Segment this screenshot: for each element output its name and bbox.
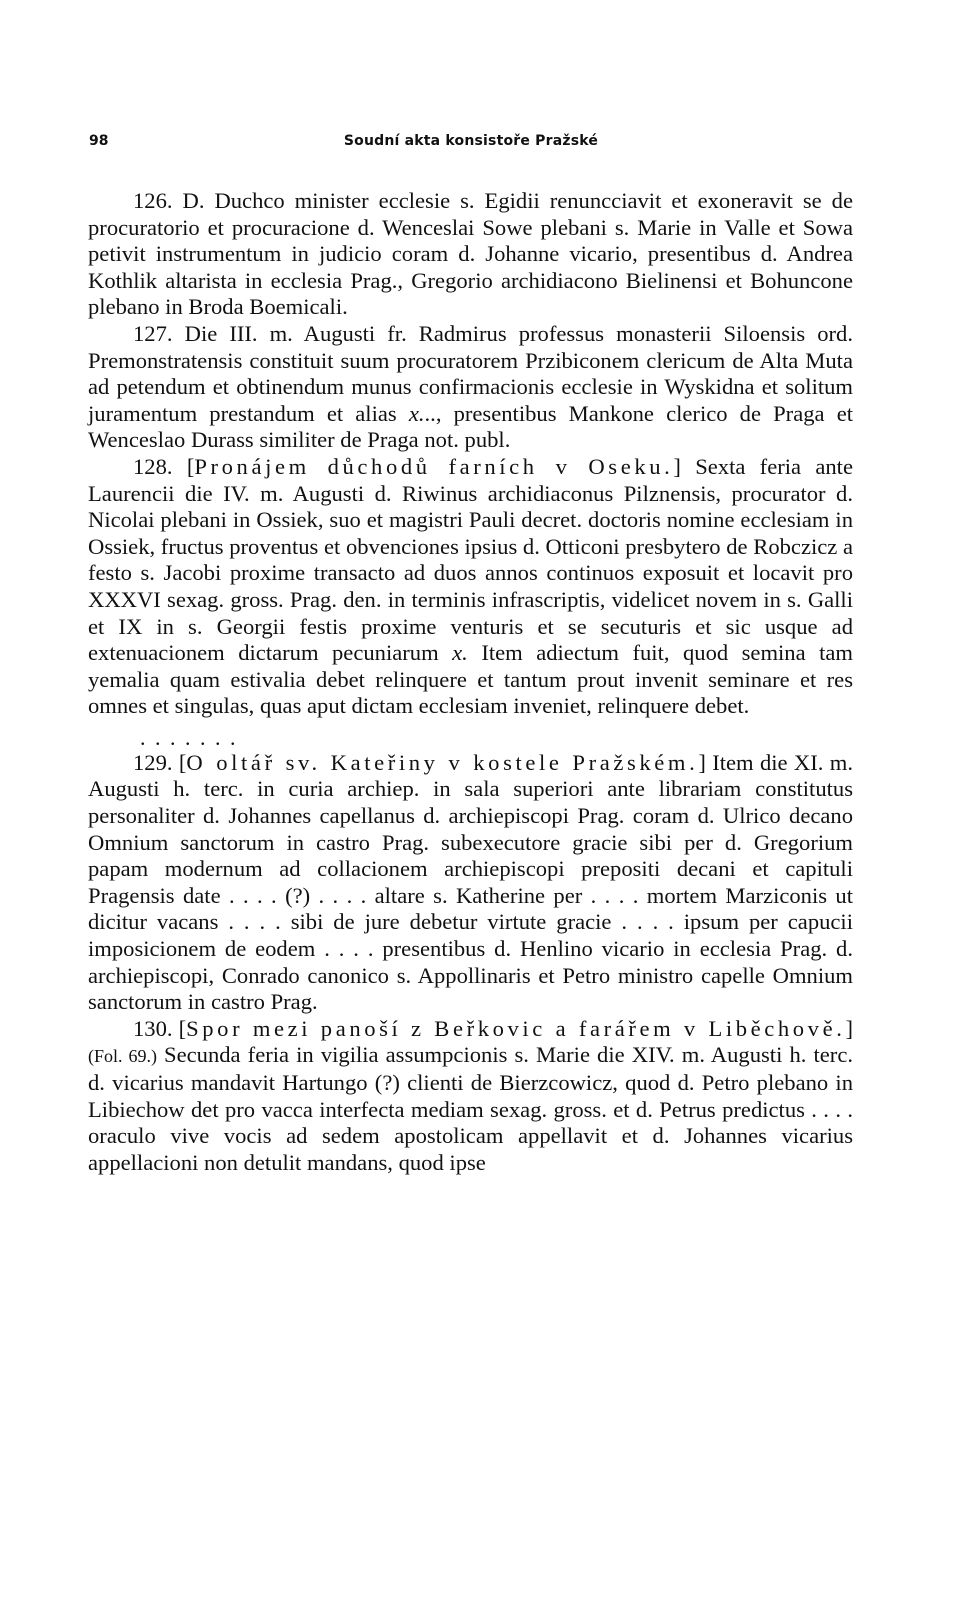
entry-heading: O oltář sv. Kateřiny v kostele Pražském. <box>186 749 699 775</box>
entry-number: 129. <box>133 749 173 775</box>
omission-marks: . . . . . . . <box>140 724 238 750</box>
entry-128: 128. [Pronájem důchodů farních v Oseku.] Sexta feria ante Laurencii die IV. m. Augusti d. Riwinus archidiaconus Pilznensis, procurator d. Nicolai plebani in Ossiek, suo et magistri Pauli decret. doctoris nomine ecclesiam in Ossiek, fructus proventus et obvenciones ipsius d. Otticoni presbytero de Robczicz a festo s. Jacobi proxime transacto ad duos annos continuos exposuit et locavit pro XXXVI sexag. gross. Prag. den. in terminis infrascriptis, videlicet novem in s. Galli et IX in s. Georgii festis proxime venturis et se secuturis et sic usque ad extenuacionem dictarum pecuniarum x. Item adiectum fuit, quod semina tam yemalia quam estivalia debet relinquere et tantum prout invenit seminare et res omnes et singulas, quas aput dictam ecclesiam inveniet, relinquere debet. <box>88 453 853 719</box>
entry-heading: Pronájem důchodů farních v Oseku. <box>194 453 674 479</box>
entry-number: 127. <box>133 320 173 346</box>
folio-reference: (Fol. 69.) <box>88 1046 157 1067</box>
running-header <box>89 133 853 153</box>
entry-text: Item die XI. m. Augusti h. terc. in curia archiep. in sala superiori ante librariam constitutus personaliter d. Johannes capellanus d. archiepiscopi Prag. coram d. Ulrico decano Omnium sanctorum in castro Prag. subexecutore gracie sibi per d. Gregorium papam modernum ad collacionem archiepiscopi prepositi decani et capituli Pragensis date . . . . (?) . . . . altare s. Katherine per . . . . mortem Marziconis ut dicitur vacans . . . . sibi de jure debetur virtute gracie . . . . ipsum per capucii imposicionem de eodem . . . . presentibus d. Henlino vicario in ecclesia Prag. d. archiepiscopi, Conrado canonico s. Appollinaris et Petro ministro capelle Omnium sanctorum in castro Prag. <box>88 749 853 1015</box>
etc-mark: x. <box>452 640 468 666</box>
entry-text: Sexta feria ante Laurencii die IV. m. Augusti d. Riwinus archidiaconus Pilznensis, procurator d. Nicolai plebani in Ossiek, suo et magistri Pauli decret. doctoris nomine ecclesiam in Ossiek, fructus proventus et obvenciones ipsius d. Otticoni presbytero de Robczicz a festo s. Jacobi proxime transacto ad duos annos continuos exposuit et locavit pro XXXVI sexag. gross. Prag. den. in terminis infrascriptis, videlicet novem in s. Galli et IX in s. Georgii festis proxime venturis et se secuturis et sic usque ad extenuacionem dictarum pecuniarum <box>88 453 853 666</box>
running-title: Soudní akta konsistoře Pražské <box>343 133 599 149</box>
entry-number: 130. <box>133 1015 173 1041</box>
etc-mark: x. <box>408 400 425 426</box>
entry-129: 129. [O oltář sv. Kateřiny v kostele Pražském.] Item die XI. m. Augusti h. terc. in curia archiep. in sala superiori ante librariam constitutus personaliter d. Johannes capellanus d. archiepiscopi Prag. coram d. Ulrico decano Omnium sanctorum in castro Prag. subexecutore gracie sibi per d. Gregorium papam modernum ad collacionem archiepiscopi prepositi decani et capituli Pragensis date . . . . (?) . . . . altare s. Katherine per . . . . mortem Marziconis ut dicitur vacans . . . . sibi de jure debetur virtute gracie . . . . ipsum per capucii imposicionem de eodem . . . . presentibus d. Henlino vicario in ecclesia Prag. d. archiepiscopi, Conrado canonico s. Appollinaris et Petro ministro capelle Omnium sanctorum in castro Prag. <box>88 749 853 1015</box>
entry-number: 126. <box>133 188 173 213</box>
entry-text: Secunda feria in vigilia assumpcionis s. Marie die XIV. m. Augusti h. terc. d. vicarius mandavit Hartungo (?) clienti de Bierzcowicz, quod d. Petro plebano in Libiechow det pro vacca interfecta mediam sexag. gross. et d. Petrus predictus . . . . oraculo vive vocis ad sedem apostolicam appellavit et d. Johannes vicarius appellacioni non detulit mandans, quod ipse <box>88 1042 853 1175</box>
entry-126 <box>88 188 853 321</box>
entry-130: 130. [Spor mezi panoší z Beřkovic a farářem v Liběchově.] (Fol. 69.) Secunda feria in vigilia assumpcionis s. Marie die XIV. m. Augusti h. terc. d. vicarius mandavit Hartungo (?) clienti de Bierzcowicz, quod d. Petro plebano in Libiechow det pro vacca interfecta mediam sexag. gross. et d. Petrus predictus . . . . oraculo vive vocis ad sedem apostolicam appellavit et d. Johannes vicarius appellacioni non detulit mandans, quod ipse <box>88 1015 853 1175</box>
entry-text: Die III. m. Augusti fr. Radmirus professus monasterii Siloensis ord. Premonstratensis constituit suum procuratorem Przibiconem clericum de Alta Muta ad petendum et obtinendum munus confirmacionis ecclesie in Wyskidna et solitum juramentum prestandum et alias <box>88 320 853 426</box>
entry-text: D. Duchco minister ecclesie s. Egidii renuncciavit et exoneravit se de procuratorio et procuracione d. Wenceslai Sowe plebani s. Marie in Valle et Sowa petivit instrumentum in judicio coram d. Johanne vicario, presentibus d. Andrea Kothlik altarista in ecclesia Prag., Gregorio archidiacono Bielinensi et Bohuncone plebano in Broda Boemicali. <box>88 188 854 320</box>
entry-text-continued: .., presentibus Mankone clerico de Praga et Wenceslao Durass similiter de Praga not. publ. <box>88 400 853 453</box>
text-body <box>88 188 853 1176</box>
entry-text-continued: Item adiectum fuit, quod semina tam yemalia quam estivalia debet relinquere et tantum prout invenit seminare et res omnes et singulas, quas aput dictam ecclesiam inveniet, relinquere debet. <box>88 640 853 719</box>
entry-number: 128. <box>133 453 173 479</box>
entry-heading: Spor mezi panoší z Beřkovic a farářem v Liběchově. <box>186 1015 846 1041</box>
entry-127 <box>88 321 853 454</box>
page-number: 98 <box>89 133 109 149</box>
